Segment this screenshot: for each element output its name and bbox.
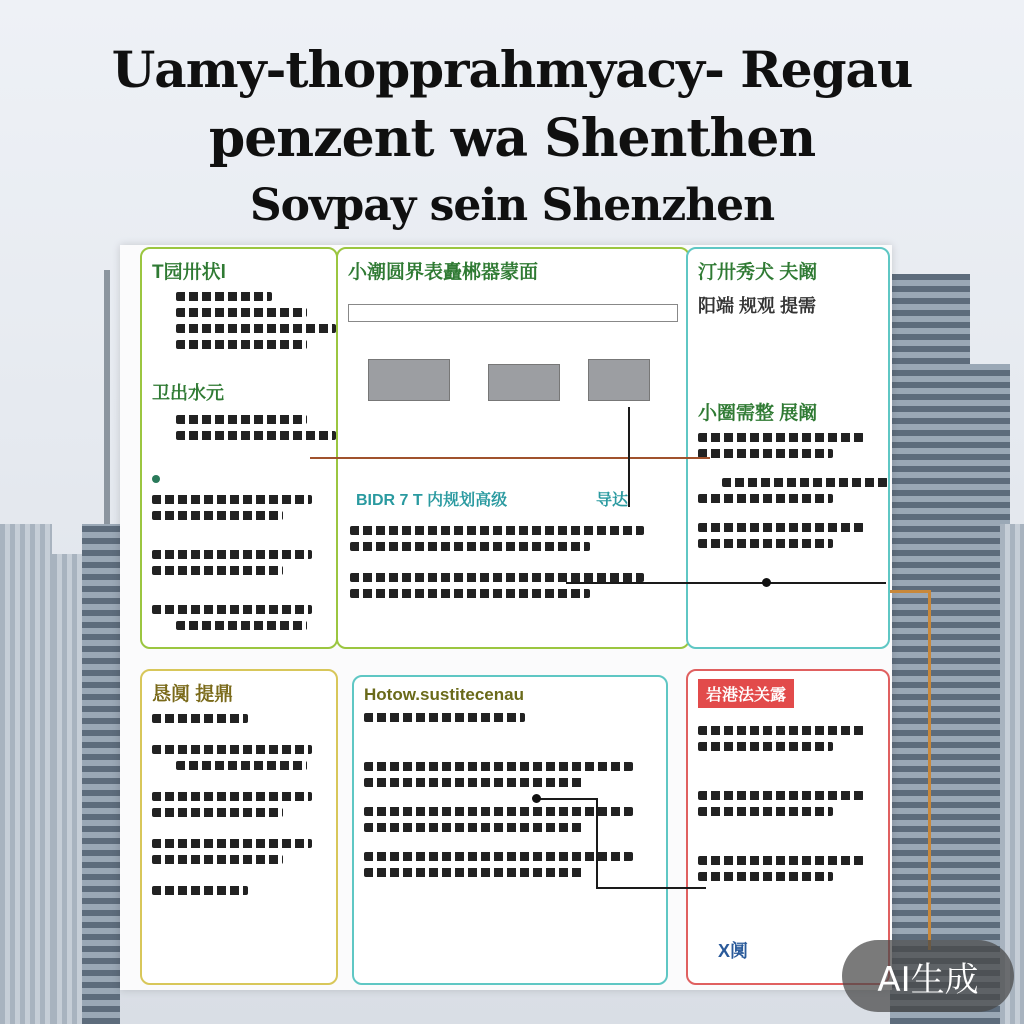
text-line (698, 449, 833, 458)
illustration (588, 359, 650, 401)
bullet-item (152, 470, 326, 488)
text-line (176, 324, 336, 333)
connector-line (536, 798, 598, 800)
pipe-decoration (928, 590, 931, 950)
text-line (152, 511, 283, 520)
text-line (176, 340, 307, 349)
panel-subheading: 卫出水元 (152, 383, 224, 403)
text-line (152, 855, 283, 864)
title-line-3: Sovpay sein Shenzhen (249, 180, 775, 231)
text-line (152, 566, 283, 575)
text-line (350, 589, 590, 598)
title-line-1: Uamy-thopprahmyacy- Regau (111, 40, 913, 99)
panel-heading: 恳阒 提鼎 (152, 684, 234, 705)
building (0, 524, 52, 1024)
panel-top-middle (336, 247, 690, 649)
text-line (698, 872, 833, 881)
text-line (364, 823, 583, 832)
panel-heading: Hotow.sustitecenau (364, 685, 524, 704)
panel-subheading-2: 小圈需整 展阚 (698, 403, 818, 424)
panel-bottom-left (140, 669, 338, 985)
illustration (488, 364, 560, 401)
panel-bottom-right (686, 669, 890, 985)
panel-bottom-middle (352, 675, 668, 985)
building (82, 524, 120, 1024)
panel-heading: T园卅状l (152, 262, 226, 283)
illustration (368, 359, 450, 401)
text-line (152, 745, 312, 754)
connector-line (596, 798, 598, 888)
text-line (722, 478, 888, 487)
pipe-decoration (890, 590, 930, 593)
panel-heading: 汀卅秀犬 夫阚 (698, 262, 818, 283)
panel-banner-2: 导达 (596, 492, 629, 509)
text-line (698, 523, 864, 532)
bullet-icon (152, 475, 160, 483)
text-line (698, 791, 864, 800)
text-line (698, 742, 833, 751)
text-line (152, 792, 312, 801)
text-line (364, 778, 583, 787)
text-line (698, 433, 864, 442)
text-line (152, 550, 312, 559)
panel-top-right (686, 247, 890, 649)
text-line (698, 494, 833, 503)
text-line (176, 431, 336, 440)
text-line (698, 539, 833, 548)
text-line (176, 761, 307, 770)
text-line (152, 839, 312, 848)
title-line-2: penzent wa Shenthen (208, 108, 816, 169)
connector-line (596, 887, 706, 889)
text-line (364, 868, 583, 877)
text-line (350, 542, 590, 551)
panel-top-left (140, 247, 338, 649)
text-line (350, 526, 644, 535)
text-line (152, 808, 283, 817)
text-line (152, 495, 312, 504)
text-line (364, 852, 633, 861)
building (1000, 524, 1024, 1024)
text-line (176, 621, 307, 630)
process-bar (348, 304, 678, 322)
panel-banner: BIDR 7 T 内规划高级 (356, 492, 508, 509)
ai-generated-badge: AI生成 (842, 940, 1014, 1012)
text-line (698, 807, 833, 816)
panel-subheading: 阳端 规观 提需 (698, 296, 817, 316)
panel-heading: 岩港法关露 (698, 679, 794, 708)
text-line (350, 573, 644, 582)
text-line (152, 886, 248, 895)
text-line (176, 308, 307, 317)
connector-line (628, 407, 630, 507)
text-line (176, 415, 307, 424)
text-block (350, 519, 670, 605)
text-line (698, 856, 864, 865)
text-line (364, 807, 633, 816)
text-line (176, 292, 272, 301)
text-line (364, 762, 633, 771)
text-line (152, 714, 248, 723)
panel-heading: 小潮圆界表矗郴器蒙面 (348, 262, 539, 283)
connector-line (310, 457, 710, 459)
diagram-board (120, 245, 892, 990)
connector-node (762, 578, 771, 587)
connector-line (566, 582, 886, 584)
building (52, 554, 82, 1024)
text-line (152, 605, 312, 614)
text-line (698, 726, 864, 735)
connector-node (532, 794, 541, 803)
text-line (364, 713, 525, 722)
panel-footer: X阒 (718, 941, 749, 961)
